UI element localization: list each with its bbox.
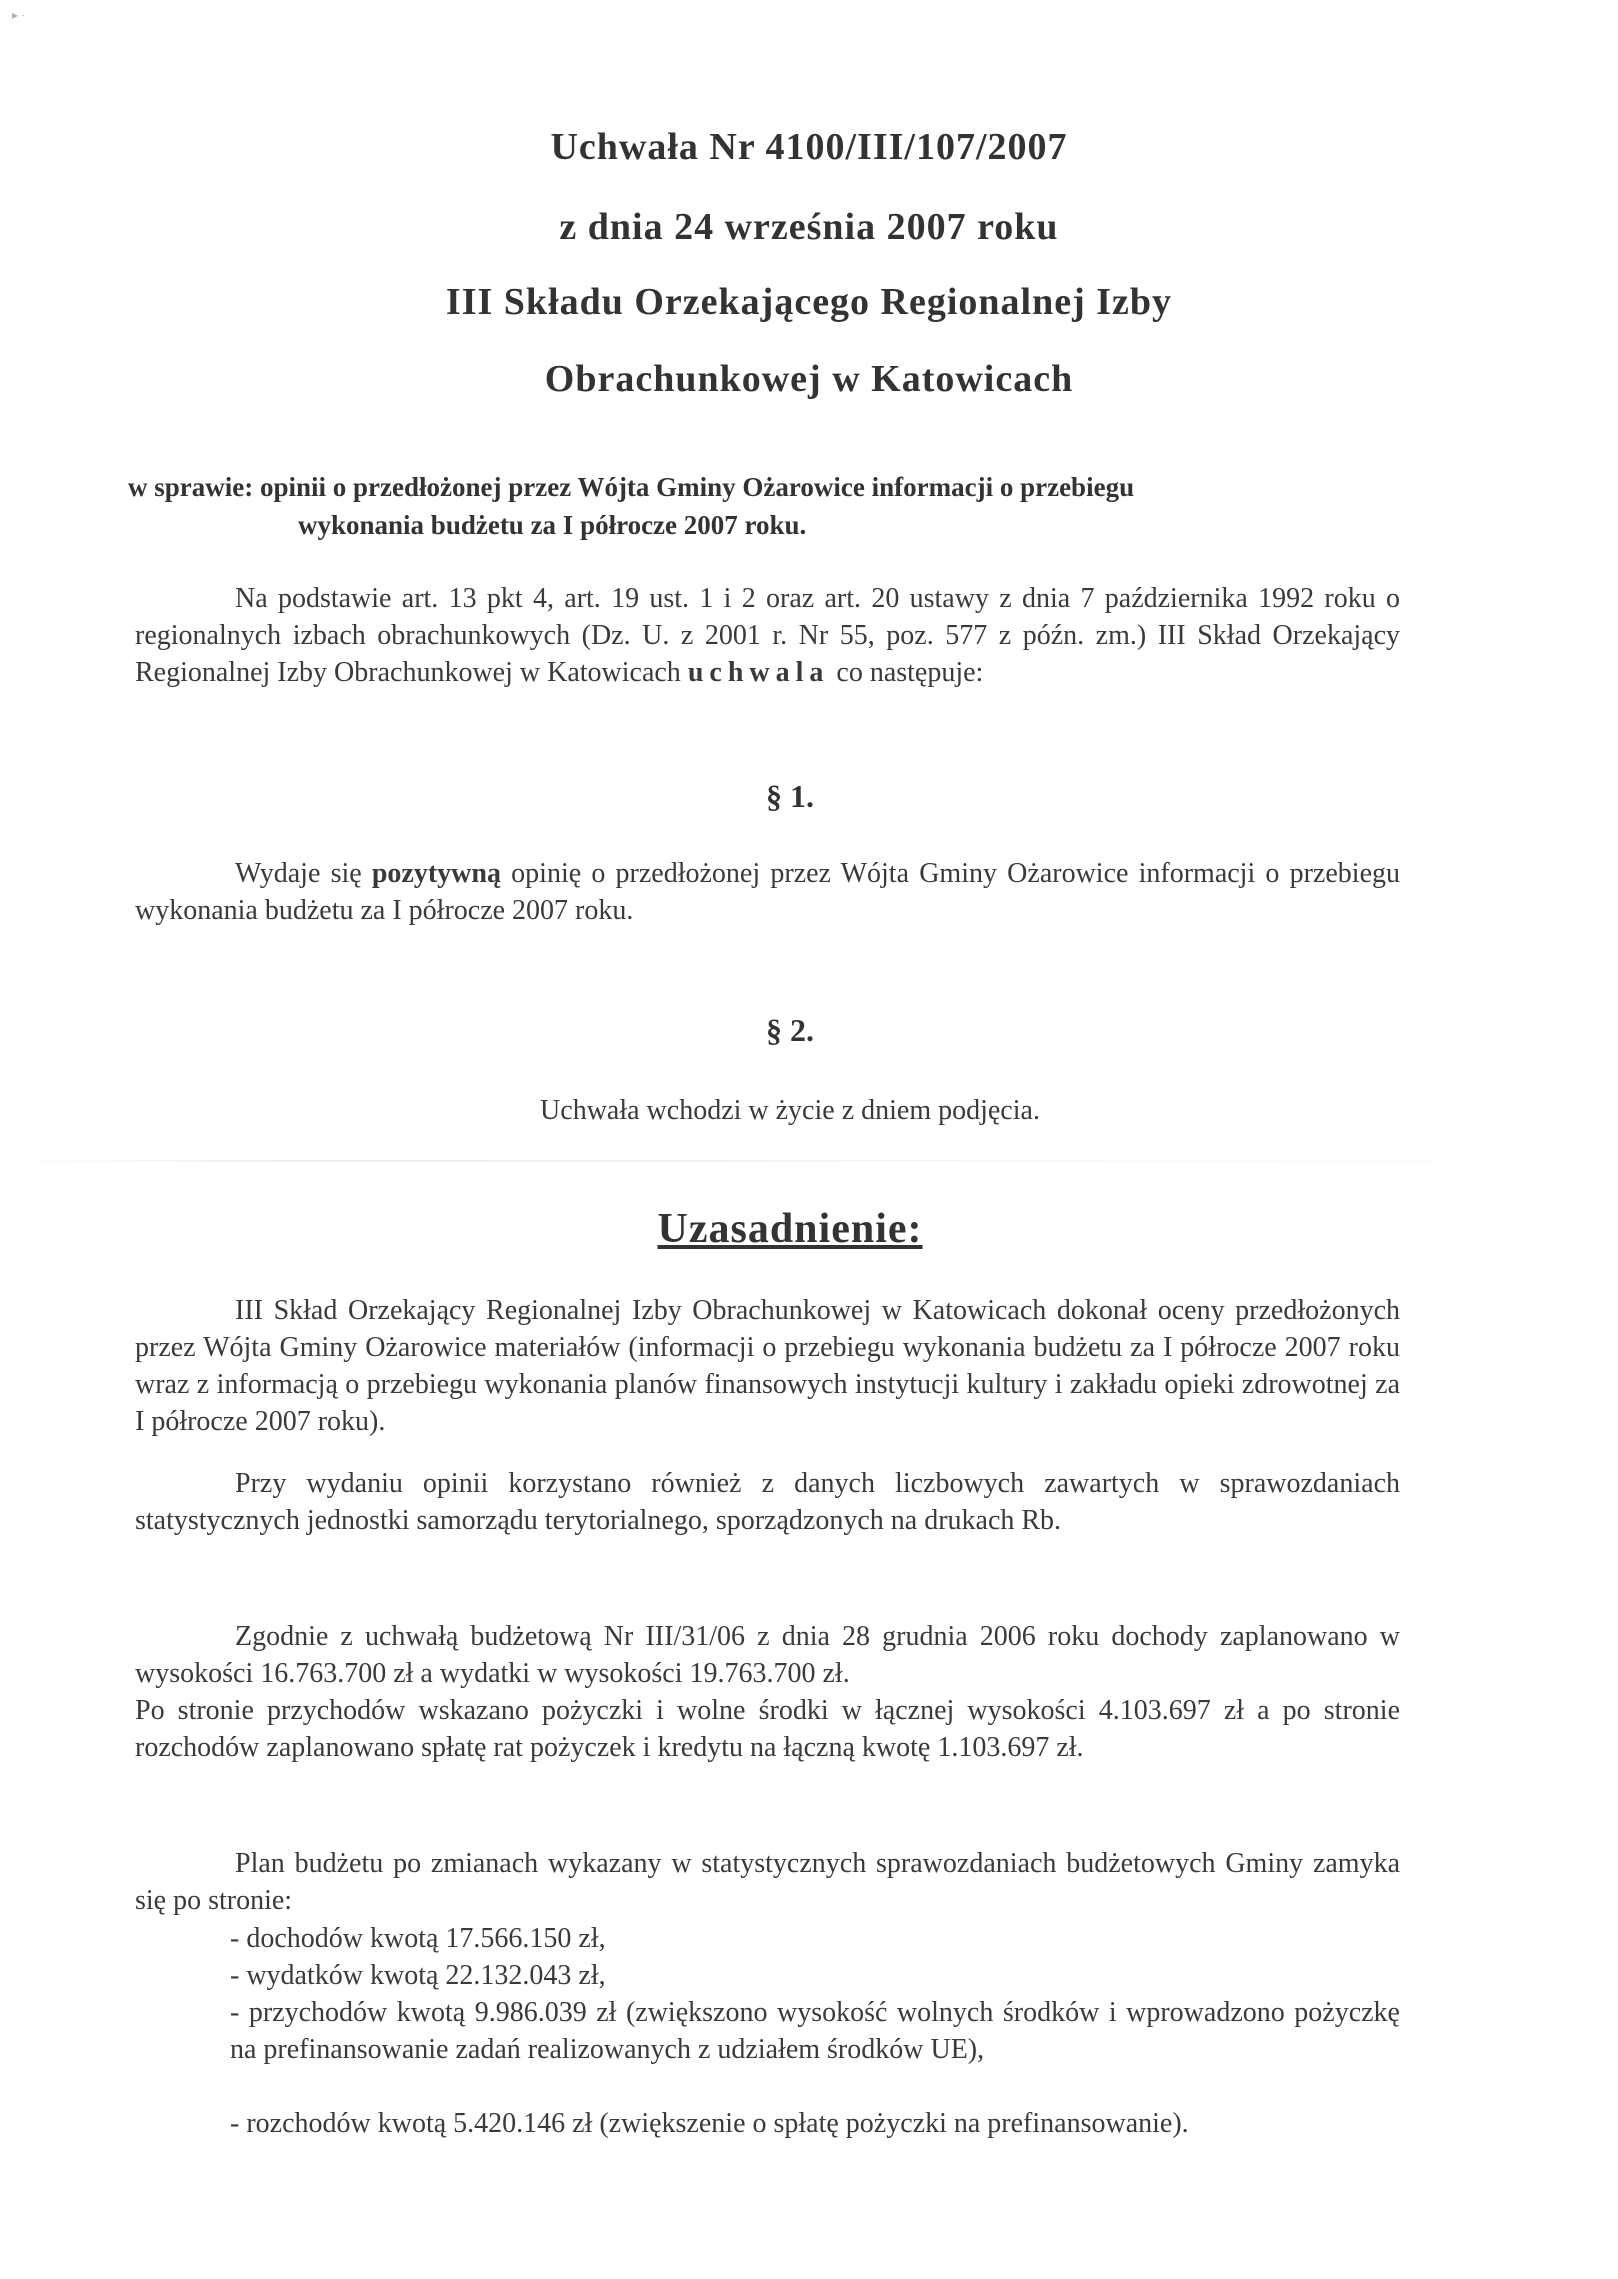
list-item: - dochodów kwotą 17.566.150 zł, (230, 1923, 606, 1954)
section-2-mark: § 2. (766, 1012, 814, 1048)
justification-title: Uzasadnienie: (657, 1206, 923, 1252)
subject-line1: w sprawie: opinii o przedłożonej przez Wójta Gminy Ożarowice informacji o przebiegu (128, 472, 1135, 502)
preamble-ending: co następuje: (836, 657, 984, 688)
section-1-mark: § 1. (766, 778, 814, 814)
resolution-subject (128, 468, 1408, 544)
section-1-bold-word: pozytywną (371, 858, 501, 889)
preamble-paragraph (135, 580, 1400, 691)
justification-paragraph-4: Po stronie przychodów wskazano pożyczki i wolne środki w łącznej wysokości 4.103.697 zł a po stronie rozchodów zaplanowano spłatę rat pożyczek i kredytu na łączną kwotę 1.103.697 zł. (135, 1695, 1400, 1763)
justification-paragraph-1: III Skład Orzekający Regionalnej Izby Obrachunkowej w Katowicach dokonał oceny przedłożonych przez Wójta Gminy Ożarowice materiałów (informacji o przebiegu wykonania budżetu za I półrocze 2007 roku wraz z informacją o przebiegu wykonania planów finansowych instytucji kultury i zakładu opieki zdrowotnej za I półrocze 2007 roku). (135, 1295, 1400, 1437)
list-item: - przychodów kwotą 9.986.039 zł (zwiększono wysokość wolnych środków i wprowadzono pożyczkę na prefinansowanie zadań realizowanych z udziałem środków UE), (230, 1997, 1400, 2065)
subject-line2: wykonania budżetu za I półrocze 2007 roku. (298, 510, 807, 540)
issuing-body-line2: Obrachunkowej w Katowicach (544, 358, 1074, 400)
resolution-date: z dnia 24 września 2007 roku (559, 206, 1059, 248)
resolution-number: Uchwała Nr 4100/III/107/2007 (550, 126, 1068, 168)
justification-paragraph-2: Przy wydaniu opinii korzystano również z danych liczbowych zawartych w sprawozdaniach statystycznych jednostki samorządu terytorialnego, sporządzonych na drukach Rb. (135, 1468, 1400, 1536)
issuing-body-line1: III Składu Orzekającego Regionalnej Izby (445, 281, 1173, 323)
section-1-paragraph (135, 855, 1400, 929)
list-item: - rozchodów kwotą 5.420.146 zł (zwiększenie o spłatę pożyczki na prefinansowanie). (230, 2108, 1189, 2139)
scan-artifact: ▸ · (12, 8, 26, 22)
section-2-text: Uchwała wchodzi w życie z dniem podjęcia. (540, 1095, 1040, 1126)
section-1-text-before: Wydaje się (235, 858, 362, 889)
preamble-keyword: uchwala (687, 657, 830, 688)
section-1-text-after: opinię o przedłożonej przez Wójta Gminy Ożarowice informacji o przebiegu wykonania budżetu za I półrocze 2007 roku. (135, 858, 1400, 926)
preamble-text: Na podstawie art. 13 pkt 4, art. 19 ust. 1 i 2 oraz art. 20 ustawy z dnia 7 października 1992 roku o regionalnych izbach obrachunkowych (Dz. U. z 2001 r. Nr 55, poz. 577 z późn. zm.) III Skład Orzekający Regionalnej Izby Obrachunkowej w Katowicach (135, 583, 1400, 688)
list-item: - wydatków kwotą 22.132.043 zł, (230, 1960, 606, 1991)
justification-paragraph-5: Plan budżetu po zmianach wykazany w statystycznych sprawozdaniach budżetowych Gminy zamyka się po stronie: (135, 1848, 1400, 1916)
scan-faint-line (0, 1160, 1618, 1162)
justification-paragraph-3: Zgodnie z uchwałą budżetową Nr III/31/06 z dnia 28 grudnia 2006 roku dochody zaplanowano w wysokości 16.763.700 zł a wydatki w wysokości 19.763.700 zł. (135, 1621, 1400, 1689)
